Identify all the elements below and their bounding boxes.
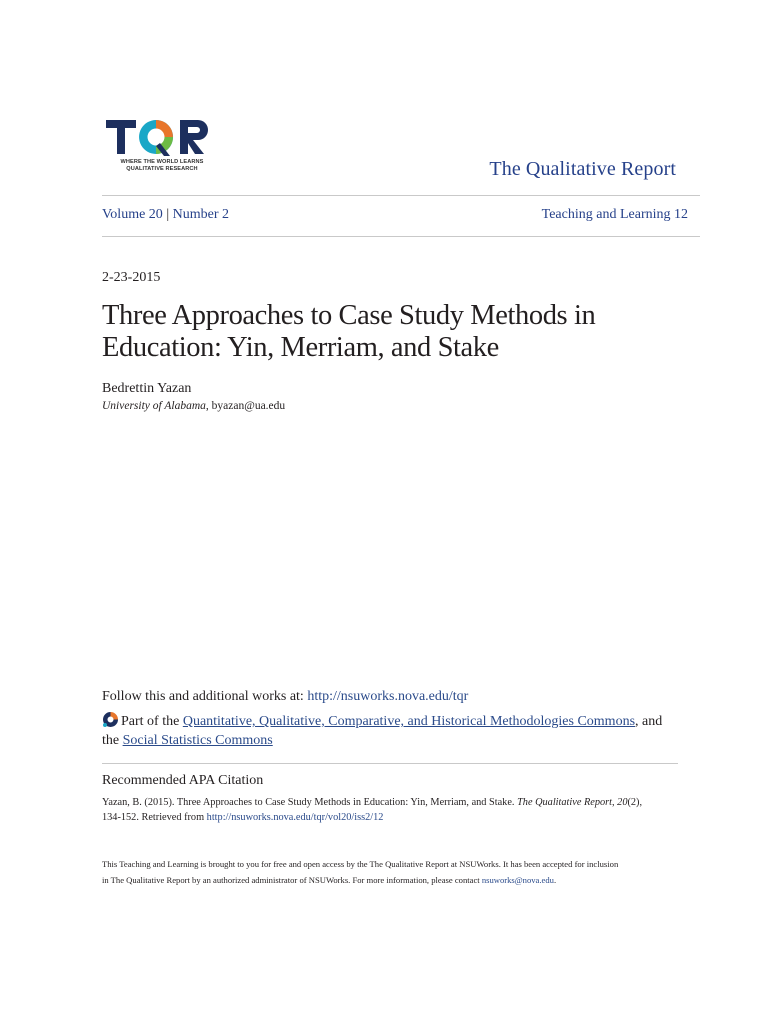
part-of-the: the (102, 733, 123, 748)
author-affiliation (102, 400, 285, 412)
issue-separator: | (166, 207, 170, 222)
article-title: Three Approaches to Case Study Methods in Education: Yin, Merriam, and Stake (102, 300, 596, 363)
number-link[interactable]: Number 2 (172, 207, 230, 222)
follow-label: Follow this and additional works at: (102, 689, 308, 704)
citation-volume: 20 (617, 797, 628, 808)
logo-tagline-line2: QUALITATIVE RESEARCH (126, 166, 198, 172)
journal-name[interactable]: The Qualitative Report (489, 158, 676, 180)
part-of-commons (102, 711, 702, 750)
citation-divider (102, 763, 678, 764)
citation-pages: 134-152. Retrieved from (102, 812, 207, 823)
series-link[interactable]: Teaching and Learning 12 (541, 207, 688, 222)
citation-part1: Yazan, B. (2015). Three Approaches to Case Study Methods in Education: Yin, Merriam, and Stake. (102, 797, 518, 808)
commons-network-icon (102, 711, 119, 728)
part-of-middle: , and (635, 714, 663, 729)
footer-email-link[interactable]: nsuworks@nova.edu (481, 875, 554, 885)
citation-heading: Recommended APA Citation (102, 773, 264, 788)
citation-journal: The Qualitative Report (517, 797, 613, 808)
footer-line2 (102, 872, 692, 888)
footer-line2-prefix: in The Qualitative Report by an authorized administrator of NSUWorks. For more information, please contact (102, 875, 482, 885)
header-divider-bottom (102, 236, 700, 237)
follow-url-link[interactable]: http://nsuworks.nova.edu/tqr (307, 689, 469, 704)
header-divider-top (102, 195, 700, 196)
logo-tagline (110, 159, 214, 173)
tqr-logo-mark (104, 116, 216, 160)
citation-text (102, 795, 682, 825)
social-statistics-commons-link[interactable]: Social Statistics Commons (122, 733, 273, 748)
affiliation-separator: , (205, 400, 212, 412)
part-of-prefix: Part of the (121, 714, 183, 729)
citation-comma: , (612, 797, 618, 808)
footer-line1: This Teaching and Learning is brought to you for free and open access by the The Qualitative Report at NSUWorks. It has been accepted for inclusion (102, 859, 619, 869)
tqr-logo (104, 116, 216, 178)
issue-info (102, 207, 229, 223)
author-name: Bedrettin Yazan (102, 381, 192, 396)
logo-tagline-line1: WHERE THE WORLD LEARNS (120, 159, 204, 165)
volume-link[interactable]: Volume 20 (102, 207, 163, 222)
follow-line (102, 689, 468, 705)
methodologies-commons-link[interactable]: Quantitative, Qualitative, Comparative, and Historical Methodologies Commons (182, 714, 636, 729)
author-email: byazan@ua.edu (211, 400, 286, 412)
publication-date: 2-23-2015 (102, 270, 161, 285)
footer-line2-suffix: . (553, 875, 557, 885)
footer-notice (102, 856, 692, 888)
citation-issue: (2), (627, 797, 643, 808)
citation-url-link[interactable]: http://nsuworks.nova.edu/tqr/vol20/iss2/12 (206, 812, 384, 823)
affiliation-institution: University of Alabama (102, 400, 206, 412)
